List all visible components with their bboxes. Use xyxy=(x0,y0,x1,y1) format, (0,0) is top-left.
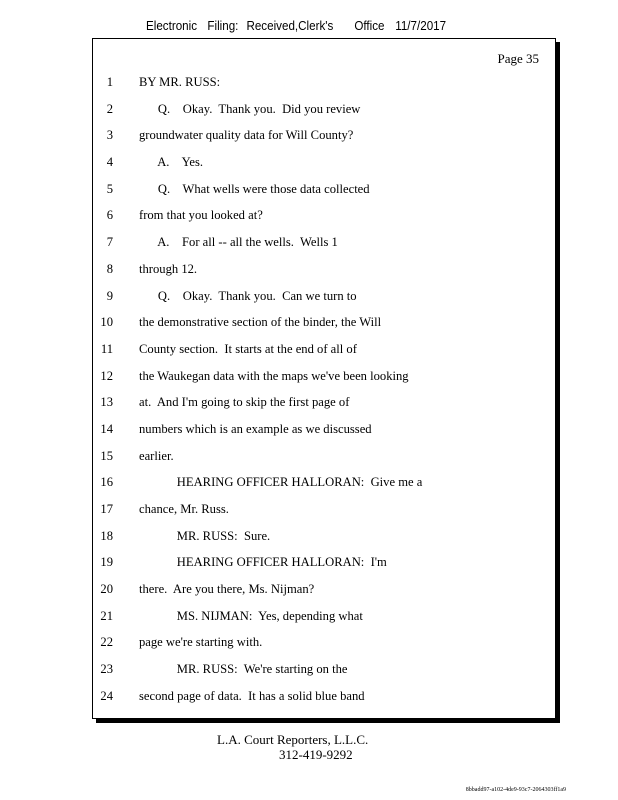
line-number: 24 xyxy=(100,688,113,703)
line-text: Q. Okay. Thank you. Did you review xyxy=(139,101,361,116)
filing-label-office: Office xyxy=(354,19,385,33)
line-text: page we're starting with. xyxy=(139,635,263,650)
transcript-line xyxy=(93,96,555,123)
document-id: 8bbadd97-a102-4de9-93c7-2064303ff1a9 xyxy=(465,787,566,793)
transcript-line xyxy=(93,683,555,710)
line-number: 17 xyxy=(100,502,113,516)
transcript-line xyxy=(93,523,555,550)
transcript-line xyxy=(93,149,555,176)
transcript-line xyxy=(93,416,555,443)
transcript-line xyxy=(93,363,555,390)
line-text: HEARING OFFICER HALLORAN: Give me a xyxy=(139,475,423,490)
transcript-line xyxy=(93,69,555,96)
line-number: 4 xyxy=(106,155,113,170)
transcript-line xyxy=(93,576,555,603)
transcript-line xyxy=(93,629,555,656)
line-text: from that you looked at? xyxy=(139,208,263,223)
line-text: MS. NIJMAN: Yes, depending what xyxy=(139,608,363,623)
transcript-line xyxy=(93,256,555,283)
transcript-line xyxy=(93,122,555,149)
line-number: 10 xyxy=(100,315,113,330)
line-number: 18 xyxy=(100,528,113,543)
transcript-page xyxy=(92,38,556,719)
line-number: 11 xyxy=(100,341,113,356)
transcript-line xyxy=(93,496,555,523)
line-text: earlier. xyxy=(139,448,174,463)
line-text: through 12. xyxy=(139,261,198,276)
line-text: second page of data. It has a solid blue band xyxy=(139,688,365,703)
filing-label-electronic: Electronic xyxy=(146,19,198,33)
line-number: 1 xyxy=(106,75,113,89)
line-text: Q. What wells were those data collected xyxy=(139,181,370,196)
line-text: chance, Mr. Russ. xyxy=(139,502,229,516)
line-number: 13 xyxy=(100,395,113,410)
transcript-line xyxy=(93,443,555,470)
line-text: Q. Okay. Thank you. Can we turn to xyxy=(139,288,357,303)
transcript-line xyxy=(93,202,555,229)
transcript-line xyxy=(93,336,555,363)
line-number: 6 xyxy=(106,208,113,223)
line-number: 2 xyxy=(106,101,113,116)
transcript-line xyxy=(93,549,555,576)
filing-date: 11/7/2017 xyxy=(395,19,447,33)
line-number: 5 xyxy=(106,181,113,196)
line-text: numbers which is an example as we discussed xyxy=(139,421,372,436)
line-number: 8 xyxy=(106,261,113,276)
transcript-line xyxy=(93,469,555,496)
line-text: the Waukegan data with the maps we've been looking xyxy=(139,368,409,383)
line-text: the demonstrative section of the binder, the Will xyxy=(139,315,382,330)
filing-stamp-header xyxy=(146,19,446,33)
line-text: groundwater quality data for Will County? xyxy=(139,128,354,143)
line-text: HEARING OFFICER HALLORAN: I'm xyxy=(139,555,387,570)
line-number: 19 xyxy=(100,555,113,570)
line-number: 12 xyxy=(100,368,113,383)
transcript-line xyxy=(93,603,555,630)
transcript-line xyxy=(93,176,555,203)
line-text: there. Are you there, Ms. Nijman? xyxy=(139,582,315,597)
court-reporter-phone: 312-419-9292 xyxy=(279,747,353,762)
line-text: at. And I'm going to skip the first page of xyxy=(139,395,350,410)
line-text: County section. It starts at the end of all of xyxy=(139,341,357,356)
line-text: MR. RUSS: Sure. xyxy=(139,528,271,543)
line-number: 21 xyxy=(100,608,113,623)
line-number: 9 xyxy=(106,288,113,303)
filing-label-filing: Filing: xyxy=(207,19,239,33)
line-text: A. For all -- all the wells. Wells 1 xyxy=(139,235,338,250)
line-number: 20 xyxy=(100,582,113,597)
line-number: 7 xyxy=(106,235,113,250)
line-text: MR. RUSS: We're starting on the xyxy=(139,662,348,677)
line-text: BY MR. RUSS: xyxy=(139,75,221,89)
transcript-line xyxy=(93,389,555,416)
court-reporter-name: L.A. Court Reporters, L.L.C. xyxy=(217,732,369,747)
transcript-line xyxy=(93,309,555,336)
filing-label-received: Received,Clerk's xyxy=(246,19,334,33)
transcript-lines xyxy=(93,69,555,710)
transcript-line xyxy=(93,283,555,310)
line-number: 22 xyxy=(100,635,113,650)
line-number: 23 xyxy=(100,662,113,677)
transcript-line xyxy=(93,229,555,256)
page-number: Page 35 xyxy=(497,51,539,66)
transcript-line xyxy=(93,656,555,683)
line-number: 3 xyxy=(106,128,113,143)
line-number: 16 xyxy=(100,475,113,490)
line-number: 15 xyxy=(100,448,113,463)
line-number: 14 xyxy=(100,421,113,436)
line-text: A. Yes. xyxy=(139,155,204,170)
